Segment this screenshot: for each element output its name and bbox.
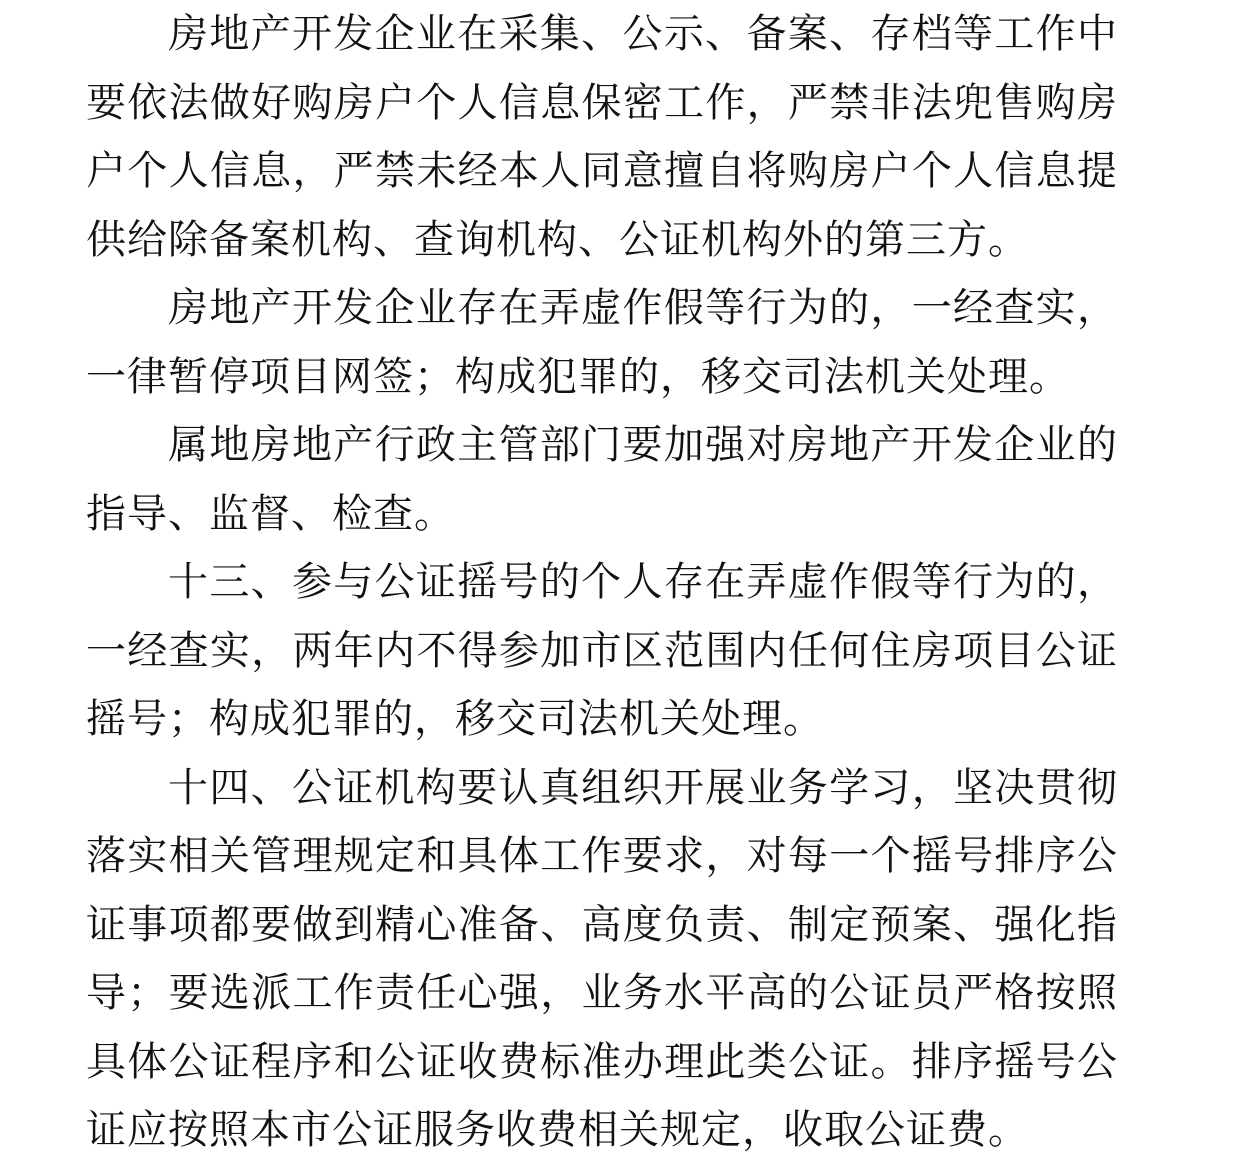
paragraph-section-13: 十三、参与公证摇号的个人存在弄虚作假等行为的，一经查实，两年内不得参加市区范围内任何住房项目公证摇号；构成犯罪的，移交司法机关处理。 (86, 559, 1118, 742)
paragraph-supervision: 属地房地产行政主管部门要加强对房地产开发企业的指导、监督、检查。 (86, 422, 1118, 537)
paragraph-developer-privacy: 房地产开发企业在采集、公示、备案、存档等工作中要依法做好购房户个人信息保密工作，严禁非法兜售购房户个人信息，严禁未经本人同意擅自将购房户个人信息提供给除备案机构、查询机构、公证机构外的第三方。 (86, 11, 1118, 263)
paragraph-section-14: 十四、公证机构要认真组织开展业务学习，坚决贯彻落实相关管理规定和具体工作要求，对每一个摇号排序公证事项都要做到精心准备、高度负责、制定预案、强化指导；要选派工作责任心强，业务水平高的公证员严格按照具体公证程序和公证收费标准办理此类公证。排序摇号公证应按照本市公证服务收费相关规定，收取公证费。 (86, 764, 1118, 1153)
paragraph-developer-fraud: 房地产开发企业存在弄虚作假等行为的，一经查实，一律暂停项目网签；构成犯罪的，移交司法机关处理。 (86, 285, 1118, 400)
document-body (86, 0, 1118, 1165)
